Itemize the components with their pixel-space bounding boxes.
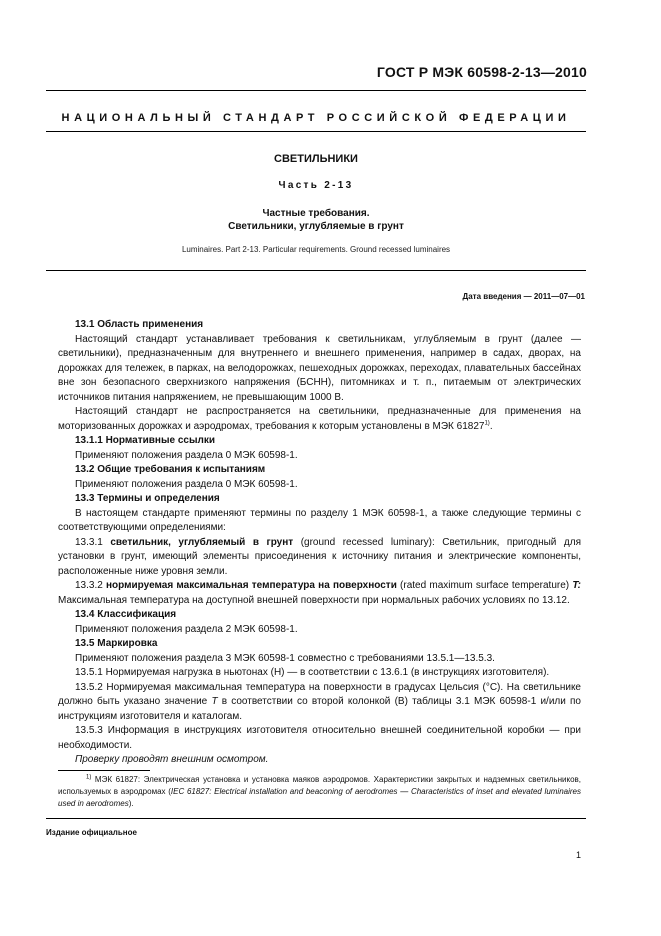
section-heading-13-1: 13.1 Область применения: [75, 319, 204, 330]
paragraph-exclusion-text: Настоящий стандарт не распространяется на светильники, предназначенные для применения на моторизованных дорожках и аэродромах, требования к которым установлены в МЭК 61827: [58, 406, 581, 432]
paragraph-references: Применяют положения раздела 0 МЭК 60598-1.: [75, 449, 298, 461]
subtitle-line-2: Светильники, углубляемые в грунт: [228, 221, 404, 232]
heading-rule: [46, 131, 586, 132]
clause-13-5-2: [58, 681, 581, 725]
section-heading-13-3: 13.3 Термины и определения: [75, 493, 220, 504]
footnote-separator: [58, 770, 150, 771]
document-body: [58, 318, 581, 768]
part-label: Часть 2-13: [278, 180, 354, 191]
footnote-text: [58, 774, 581, 810]
footnote-text-end: ).: [128, 799, 134, 808]
definition-term: светильник, углубляемый в грунт: [110, 536, 294, 548]
section-heading-13-5: 13.5 Маркировка: [75, 638, 158, 649]
definition-english: (rated maximum surface temperature): [396, 580, 573, 591]
subtitle: [46, 207, 586, 233]
paragraph-exclusion: [58, 405, 581, 434]
paragraph-exclusion-end: .: [489, 420, 493, 432]
top-rule: [46, 90, 586, 91]
edition-label: Издание официальное: [46, 828, 137, 837]
definition-number: 13.3.1: [75, 536, 103, 548]
footnote-mark: 1): [86, 774, 92, 781]
clause-13-5-1: 13.5.1 Нормируемая нагрузка в ньютонах (Н) — в соответствии с 13.6.1 (в инструкциях изготовителя).: [75, 667, 550, 678]
footnote-text-ru: МЭК 61827: Электрическая установка и установка маяков аэродромов. Характеристики закрытых и надземных светильников, используемых в аэродромах (: [58, 775, 581, 796]
definition-symbol: T:: [572, 580, 582, 591]
clause-13-5-3: 13.5.3 Информация в инструкциях изготовителя относительно внешней соединительной коробки — при необходимости.: [58, 725, 581, 751]
section-heading-13-1-1: 13.1.1 Нормативные ссылки: [75, 435, 215, 446]
definition-number: 13.3.2: [75, 580, 103, 591]
footer-rule: [46, 818, 586, 819]
clause-symbol: T: [211, 696, 218, 707]
paragraph-marking: Применяют положения раздела 3 МЭК 60598-1 совместно с требованиями 13.5.1—13.5.3.: [75, 652, 495, 664]
standard-number: ГОСТ Р МЭК 60598-2-13—2010: [376, 64, 587, 80]
definition-13-3-1: [58, 536, 581, 580]
paragraph-classification: Применяют положения раздела 2 МЭК 60598-1.: [75, 623, 298, 635]
definition-text: (ground recessed luminary): Светильник, пригодный для установки в грунт, имеющий элементы присоединения к источнику питания и электрические компоненты, расположенные ниже уровня земли.: [58, 536, 581, 577]
section-heading-13-2: 13.2 Общие требования к испытаниям: [75, 464, 266, 475]
title-rule: [46, 270, 586, 271]
footnote-ref: 1): [484, 420, 490, 427]
clause-text-end: в соответствии со второй колонкой (В) таблицы 3.1 МЭК 60598-1 и/или по инструкциям изготовителя и каталогам.: [58, 696, 581, 722]
definition-term: нормируемая максимальная температура на поверхности: [106, 580, 397, 591]
section-heading-13-4: 13.4 Классификация: [75, 609, 177, 620]
definition-text: Максимальная температура на доступной внешней поверхности при нормальных рабочих условиях по 13.12.: [58, 594, 570, 606]
english-title: Luminaires. Part 2-13. Particular requirements. Ground recessed luminaires: [181, 245, 451, 254]
page-number: 1: [575, 850, 581, 860]
introduction-date: Дата введения — 2011—07—01: [462, 292, 585, 301]
subtitle-line-1: Частные требования.: [262, 208, 370, 219]
clause-text: 13.5.2 Нормируемая максимальная температура на поверхности в градусах Цельсия (°С). На светильнике должно быть указано значение: [58, 681, 581, 707]
footnote: [58, 774, 581, 810]
definition-13-3-2: [58, 579, 581, 608]
paragraph-tests: Применяют положения раздела 0 МЭК 60598-1.: [75, 478, 298, 490]
footnote-text-en: IEC 61827: Electrical installation and beaconing of aerodromes — Characteristics of inset and elevated luminaires used in aerodromes: [58, 787, 582, 808]
document-title: СВЕТИЛЬНИКИ: [274, 153, 358, 165]
national-standard-heading: НАЦИОНАЛЬНЫЙ СТАНДАРТ РОССИЙСКОЙ ФЕДЕРАЦИИ: [61, 112, 571, 124]
check-note: Проверку проводят внешним осмотром.: [75, 754, 269, 765]
paragraph-scope: Настоящий стандарт устанавливает требования к светильникам, углубляемым в грунт (далее — светильники), предназначенным для внутреннего и внешнего применения, например в садах, дворах, на дорожках для тележек, в парках, на велодорожках, пешеходных дорожках, переходах, плавательных бассейнах вне зон безопасного сверхнизкого напряжения (БСНН), питомниках и т. п., питаемым от электрических источников питания напряжением, не превышающим 1000 В.: [58, 333, 581, 403]
paragraph-terms: В настоящем стандарте применяют термины по разделу 1 МЭК 60598-1, а также следующие термины с соответствующими определениями:: [58, 507, 581, 533]
